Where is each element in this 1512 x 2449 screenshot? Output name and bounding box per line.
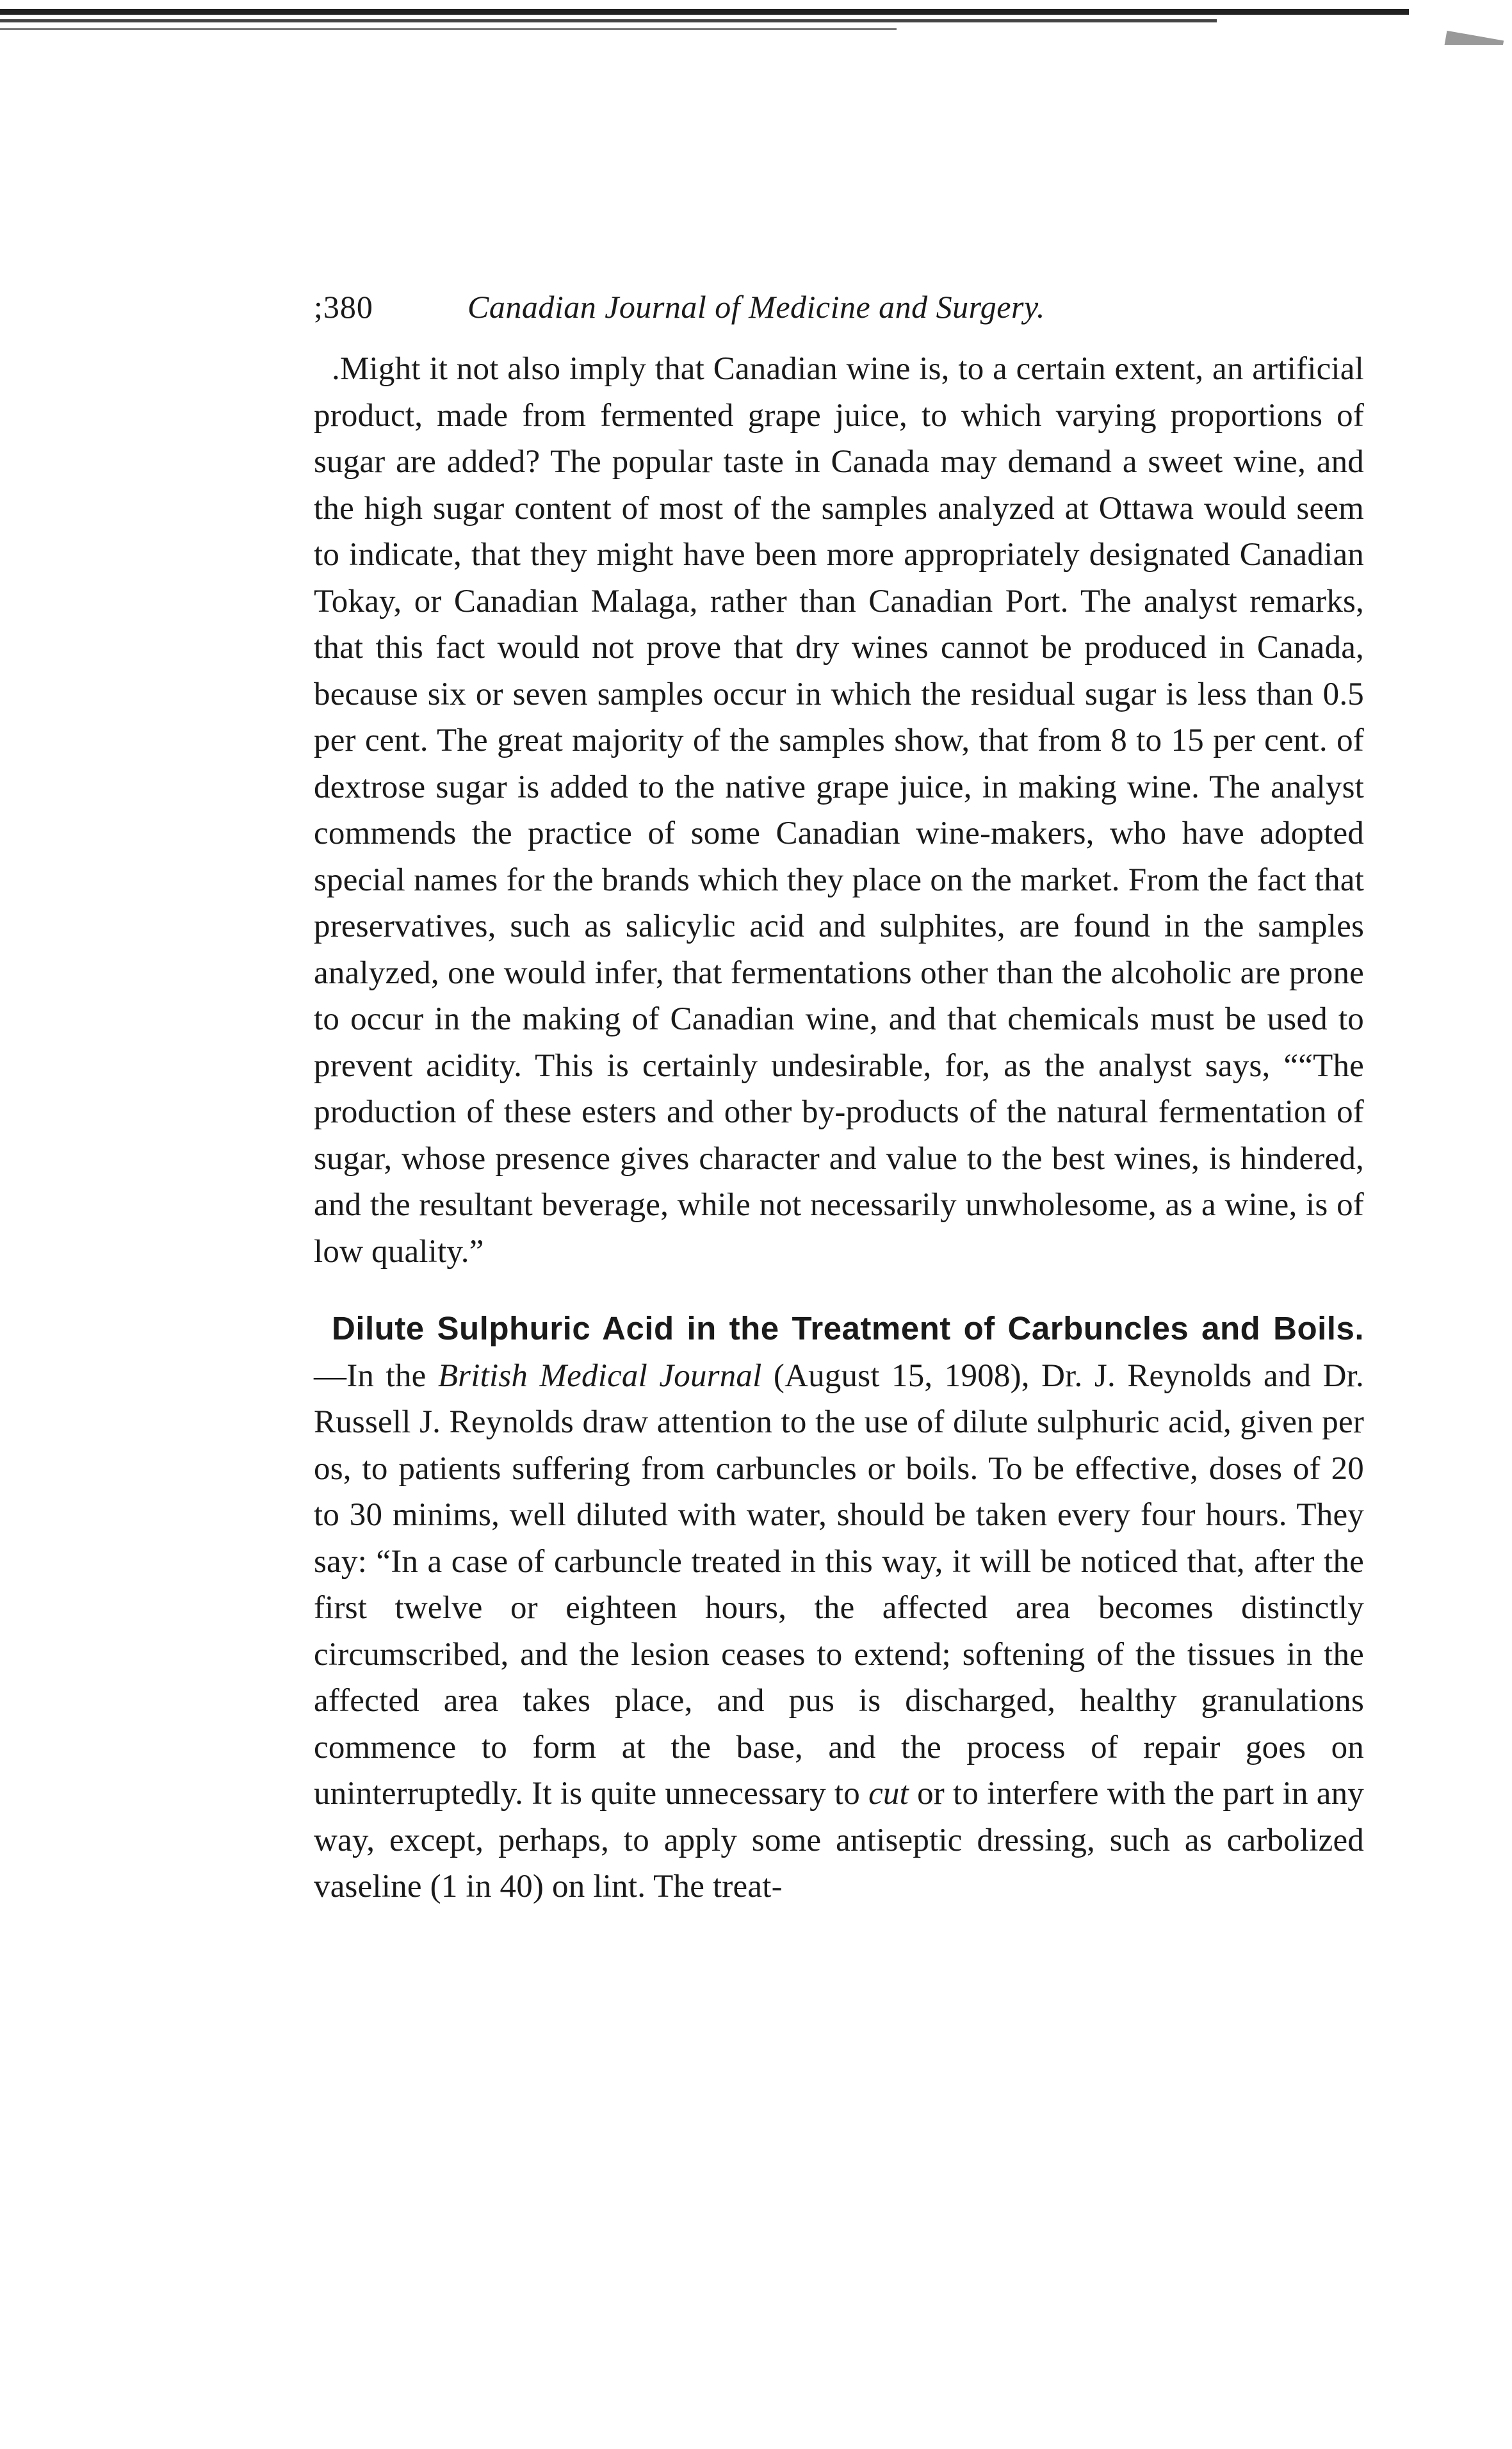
emphasis-cut: cut [868, 1776, 909, 1812]
scan-rule-line [0, 28, 897, 30]
journal-citation: British Medical Journal [437, 1357, 762, 1394]
body-text-main: (August 15, 1908), Dr. J. Reynolds and Dr. Russell J. Reynolds draw attention to the use of dilute sulphuric acid, given per os, to patients suffering from carbuncles or boils. To be effective, doses of 20 to 30 minims, well diluted with water, should be taken every four hours. They say: “In a case of carbuncle treated in this way, it will be noticed that, after the first twelve or eighteen hours, the affected area becomes distinctly circumscribed, and the lesion ceases to extend; softening of the tissues in the affected area takes place, and pus is discharged, healthy granulations commence to form at the base, and the process of repair goes on uninterruptedly. It is quite unnecessary to [314, 1357, 1365, 1812]
body-text-end: or to interfere with the part in any way, except, perhaps, to apply some antiseptic dressing, such as carbolized vaseline (1 in 40) on lint. The treat- [314, 1776, 1364, 1904]
scan-rule-line [0, 9, 1409, 15]
journal-page [314, 288, 1364, 1910]
scan-edge-artifact [0, 0, 1512, 45]
journal-title: Canadian Journal of Medicine and Surgery. [467, 289, 1045, 325]
wine-paragraph: .Might it not also imply that Canadian wine is, to a certain extent, an artificial product, made from fermented grape juice, to which varying proportions of sugar are added? The popular taste in Canada may demand a sweet wine, and the high sugar content of most of the samples analyzed at Ottawa would seem to indicate, that they might have been more appropriately designated Canadian Tokay, or Canadian Malaga, rather than Canadian Port. The analyst remarks, that this fact would not prove that dry wines cannot be produced in Canada, because six or seven samples occur in which the residual sugar is less than 0.5 per cent. The great majority of the samples show, that from 8 to 15 per cent. of dextrose sugar is added to the native grape juice, in making wine. The analyst commends the practice of some Canadian wine-makers, who have adopted special names for the brands which they place on the market. From the fact that preservatives, such as salicylic acid and sulphites, are found in the samples analyzed, one would infer, that fermentations other than the alcoholic are prone to occur in the making of Canadian wine, and that chemicals must be used to prevent acidity. This is certainly undesirable, for, as the analyst says, ““The production of these esters and other by-products of the natural fermentation of sugar, whose presence gives character and value to the best wines, is hindered, and the resultant beverage, while not necessarily unwholesome, as a wine, is of low quality.” [314, 351, 1364, 1270]
intro-text: —In the [314, 1357, 438, 1394]
scan-corner-smudge [1437, 31, 1504, 45]
carbuncle-paragraph [314, 1306, 1364, 1910]
running-head [314, 288, 1364, 346]
section-heading: Dilute Sulphuric Acid in the Treatment of Carbuncles and Boils. [332, 1310, 1364, 1347]
scan-rule-line [0, 19, 1217, 22]
page-number: ;380 [314, 289, 373, 325]
